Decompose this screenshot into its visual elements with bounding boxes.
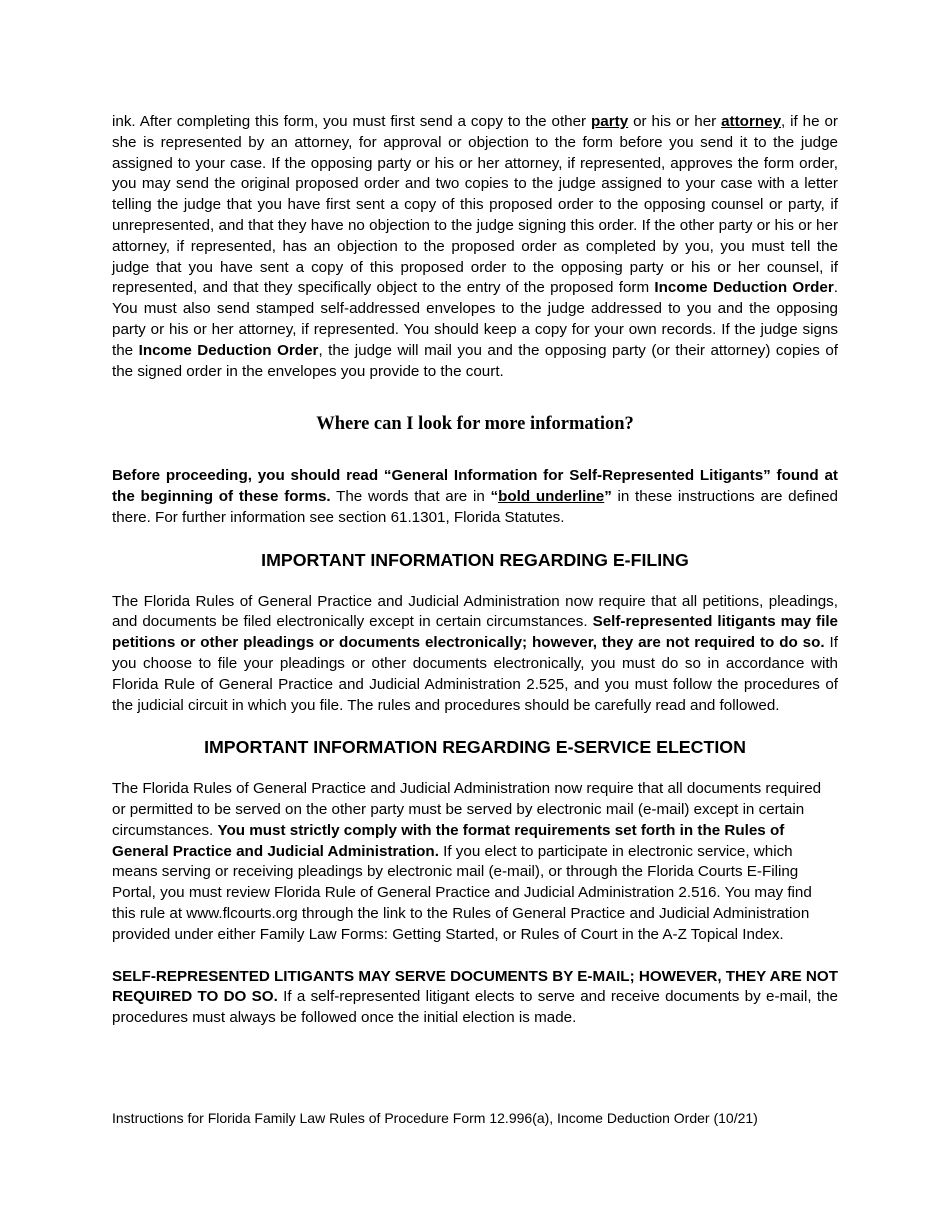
text-run: ink. After completing this form, you must first send a copy to the other <box>112 113 592 130</box>
text-run: If you choose to file your pleadings or other documents electronically, you must do so in accordance with Florida Rule of General Practice and Judicial Administration 2.525, and you must follow the procedures of the judicial circuit in which you file. The rules and procedures should be carefully read and followed. <box>112 634 838 714</box>
quote-mark: “ <box>490 488 499 506</box>
eservice-heading: IMPORTANT INFORMATION REGARDING E-SERVICE ELECTION <box>204 737 746 758</box>
bold-term: Income Deduction Order <box>138 341 319 359</box>
more-information-heading: Where can I look for more information? <box>316 414 634 435</box>
approval-procedure-paragraph <box>112 112 838 382</box>
text-run: in these instructions are defined there. For further information see section 61.1301, Florida Statutes. <box>112 488 838 526</box>
bold-term: Income Deduction Order <box>654 279 834 297</box>
bold-underline-term: bold underline <box>498 488 605 506</box>
text-run: or his or her <box>628 113 722 130</box>
email-service-paragraph <box>112 967 838 1029</box>
text-run: , the judge will mail you and the opposing party (or their attorney) copies of the signed order in the envelopes you provide to the court. <box>112 341 838 380</box>
text-run: If you elect to participate in electronic service, which means serving or receiving pleadings by electronic mail (e-mail), or through the Florida Courts E-Filing Portal, you must review Florida Rule of General Practice and Judicial Administration 2.516. You may find this rule at www.flcourts.org through the link to the Rules of General Practice and Judicial Administration provided under either Family Law Forms: Getting Started, or Rules of Court in the A-Z Topical Index. <box>112 842 812 943</box>
text-run: , if he or she is represented by an attorney, for approval or objection to the form before you send it to the judge assigned to your case. If the opposing party or his or her attorney, if represented, approves the form order, you may send the original proposed order and two copies to the judge assigned to your case with a letter telling the judge that you have first sent a copy of this proposed order to the opposing counsel or party, if unrepresented, and that they have no objection to the judge signing this order. If the other party or his or her attorney, if represented, has an objection to the proposed order as completed by you, you must tell the judge that you have sent a copy of this proposed order to the opposing party or his or her counsel, if represented, and that they specifically object to the entry of the proposed form <box>112 113 838 297</box>
quote-mark: ” <box>604 488 612 506</box>
efiling-paragraph <box>112 592 838 717</box>
text-run: If a self-represented litigant elects to serve and receive documents by e-mail, the procedures must always be followed once the initial election is made. <box>112 988 838 1027</box>
bold-text: SELF-REPRESENTED LITIGANTS MAY SERVE DOCUMENTS BY E-MAIL; HOWEVER, THEY ARE NOT REQUIRED TO DO SO. <box>112 967 838 1006</box>
instructions-body <box>112 112 838 1029</box>
eservice-paragraph <box>112 779 838 945</box>
text-run: . You must also send stamped self-addressed envelopes to the judge addressed to you and the opposing party or his or her attorney, if represented. You should keep a copy for your own records. If the judge signs the <box>112 279 838 359</box>
text-run: The Florida Rules of General Practice and Judicial Administration now require that all petitions, pleadings, and documents be filed electronically except in certain circumstances. <box>112 592 838 631</box>
text-run: The words that are in <box>330 488 491 506</box>
bold-text: You must strictly comply with the format requirements set forth in the Rules of General Practice and Judicial Administration. <box>112 821 785 860</box>
efiling-heading: IMPORTANT INFORMATION REGARDING E-FILING <box>261 549 689 570</box>
text-run: The Florida Rules of General Practice and Judicial Administration now require that all documents required or permitted to be served on the other party must be served by electronic mail (e-mail) except in certain circumstances. <box>112 780 822 839</box>
defined-term-attorney: attorney <box>721 113 782 130</box>
general-information-paragraph <box>112 466 838 528</box>
bold-text: Before proceeding, you should read “General Information for Self-Represented Litigants” found at the beginning of these forms. <box>112 467 838 506</box>
page-footer: Instructions for Florida Family Law Rules of Procedure Form 12.996(a), Income Deduction Order (10/21) <box>112 1110 758 1126</box>
defined-term-party: party <box>591 113 629 130</box>
bold-text: Self-represented litigants may file petitions or other pleadings or documents electronically; however, they are not required to do so. <box>112 613 838 652</box>
